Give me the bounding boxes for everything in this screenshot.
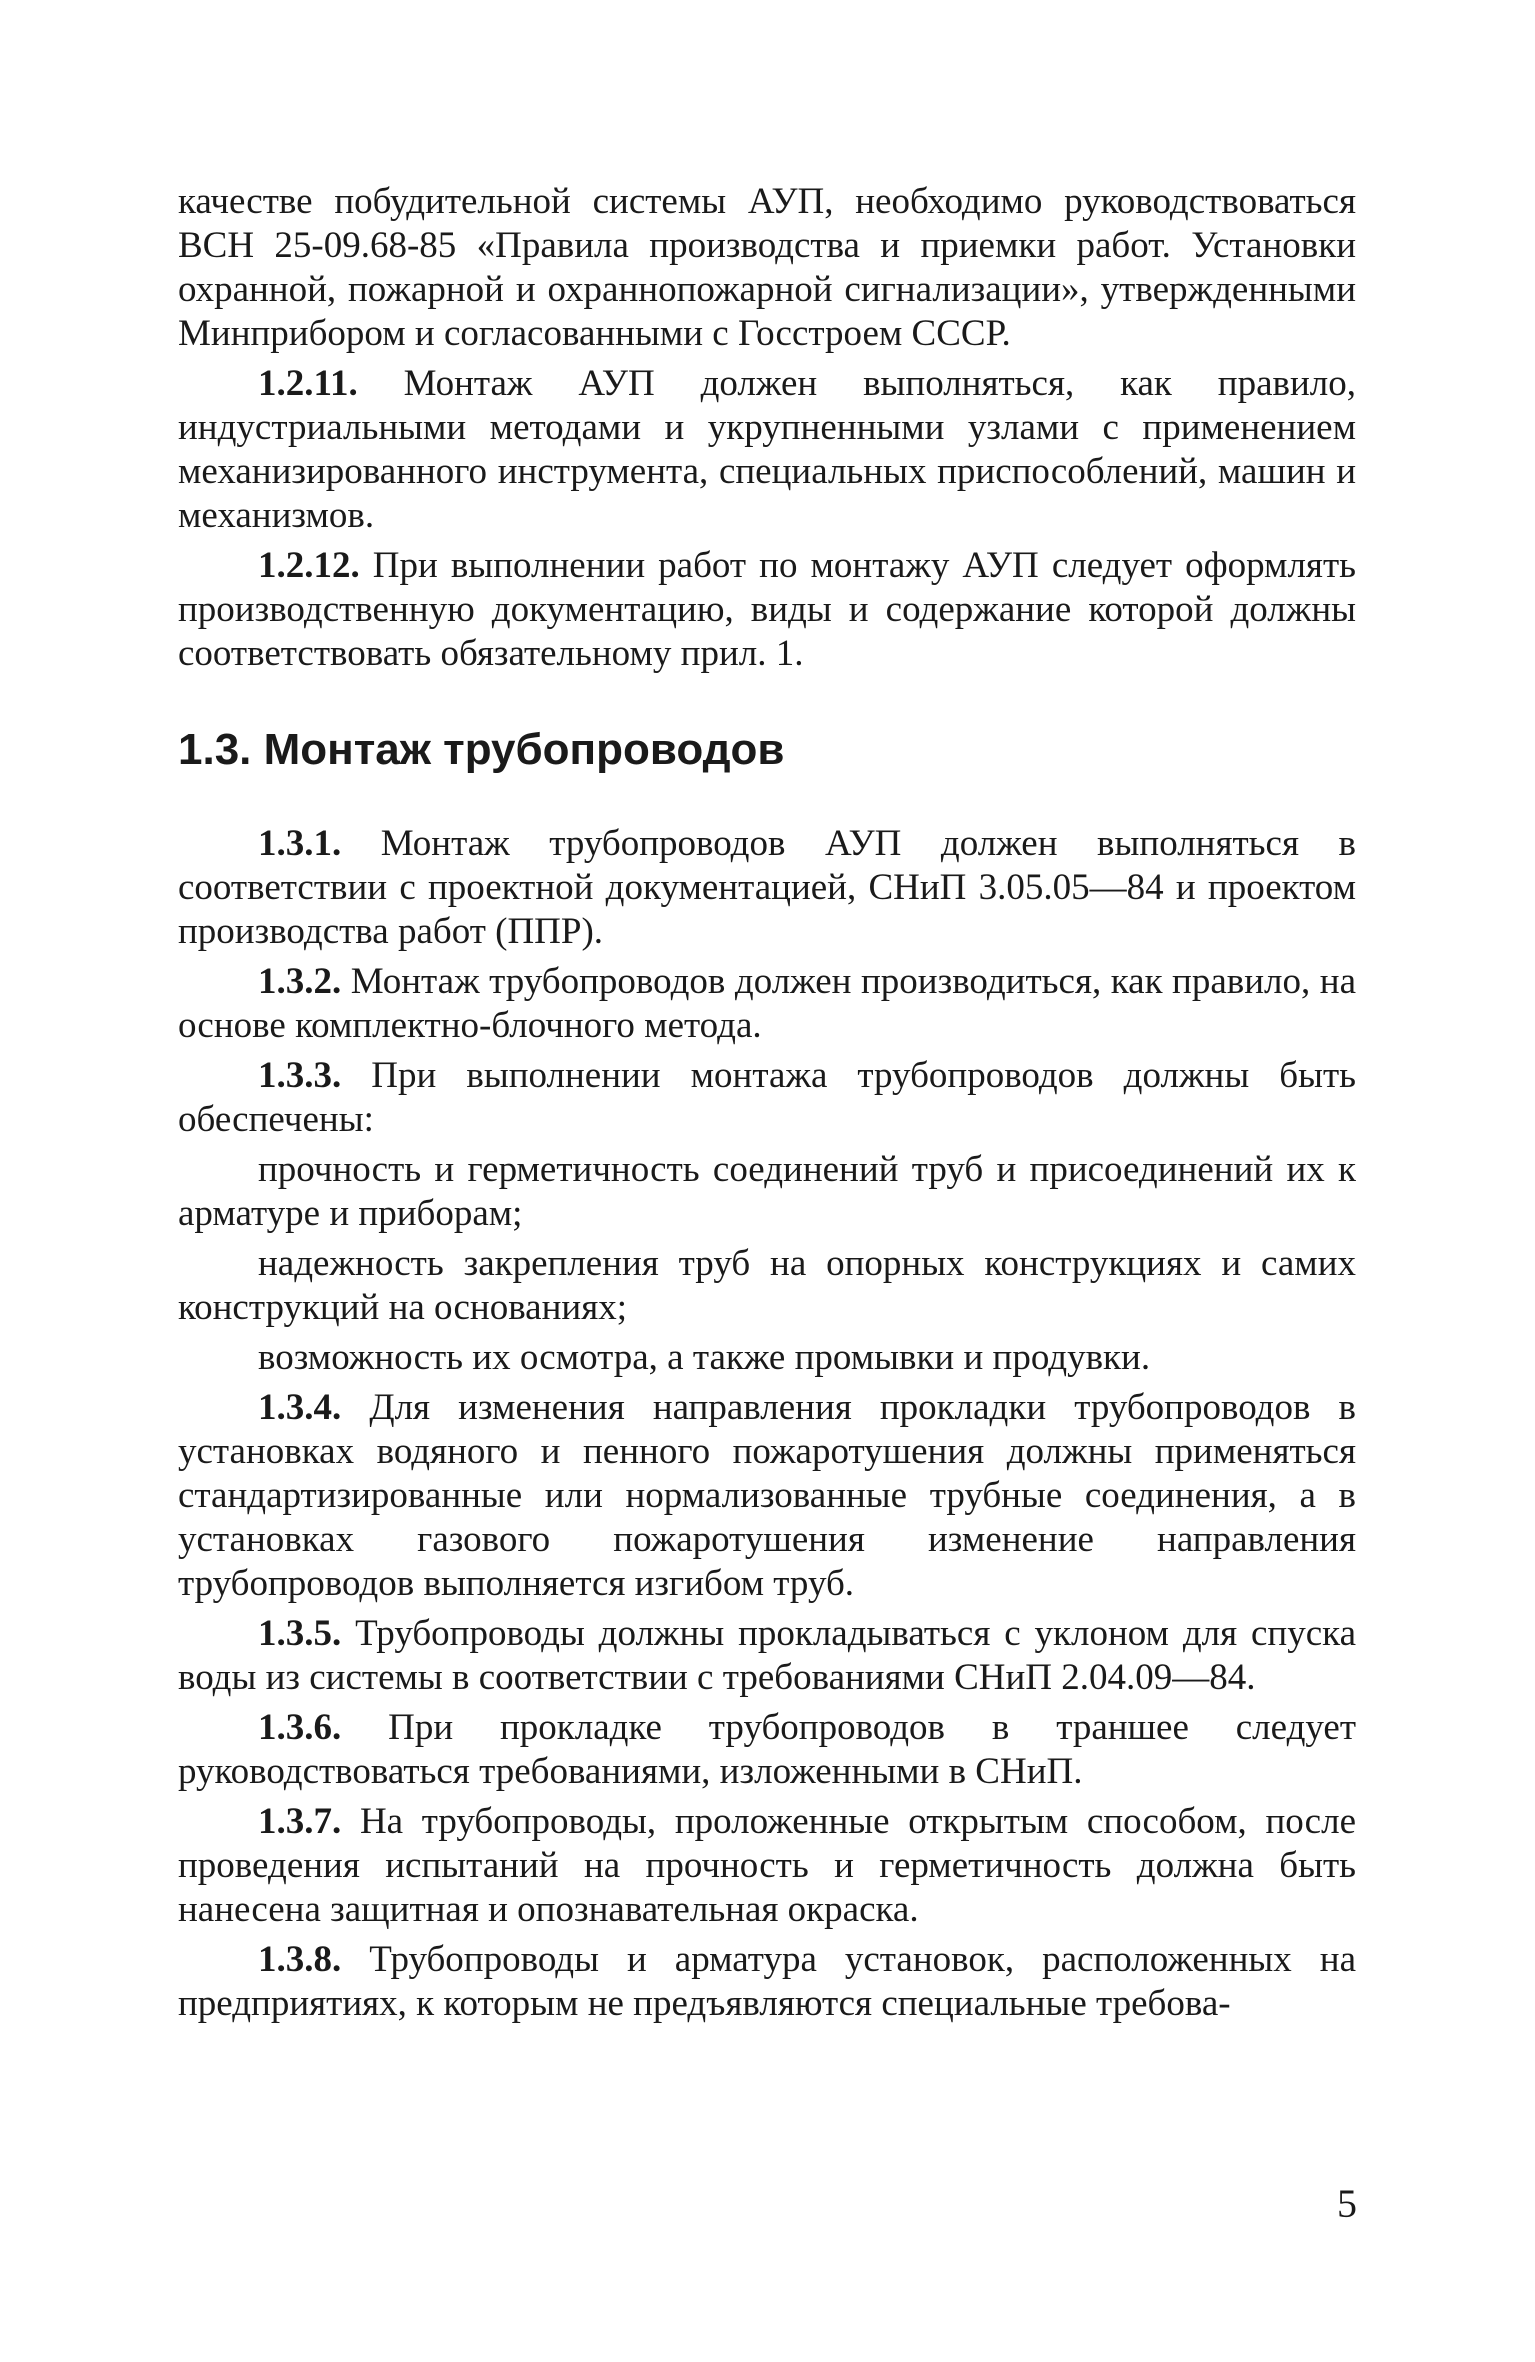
paragraph-text: Монтаж трубопроводов АУП должен выполняться в соответствии с проектной документацией, СНиП 3.05.05—84 и проектом производства работ (ППР). <box>178 823 1356 952</box>
paragraph-number: 1.2.11. <box>258 363 358 404</box>
paragraph-1-3-3 <box>178 1054 1356 1142</box>
paragraph-1-3-6 <box>178 1706 1356 1794</box>
paragraph-number: 1.3.2. <box>258 961 342 1002</box>
paragraph-text: При выполнении работ по монтажу АУП следует оформлять производственную документацию, виды и содержание которой должны соответствовать обязательному прил. 1. <box>178 545 1356 674</box>
paragraph-text: Монтаж АУП должен выполняться, как правило, индустриальными методами и укрупненными узлами с применением механизированного инструмента, специальных приспособлений, машин и механизмов. <box>178 363 1356 536</box>
document-page <box>178 180 1356 2032</box>
intro-paragraph: качестве побудительной системы АУП, необходимо руководствоваться ВСН 25-09.68-85 «Правила производства и приемки работ. Установки охранной, пожарной и охраннопожарной сигнализации», утвержденными Минприбором и согласованными с Госстроем СССР. <box>178 181 1356 354</box>
paragraph-1-3-2 <box>178 960 1356 1048</box>
paragraph-1-3-4 <box>178 1386 1356 1606</box>
paragraph-number: 1.3.8. <box>258 1939 342 1980</box>
paragraph-number: 1.3.1. <box>258 823 342 864</box>
list-item: возможность их осмотра, а также промывки и продувки. <box>258 1337 1151 1378</box>
paragraph-number: 1.3.5. <box>258 1613 342 1654</box>
paragraph-text: На трубопроводы, проложенные открытым способом, после проведения испытаний на прочность и герметичность должна быть нанесена защитная и опознавательная окраска. <box>178 1801 1356 1930</box>
list-item: прочность и герметичность соединений труб и присоединений их к арматуре и приборам; <box>178 1149 1356 1234</box>
paragraph-number: 1.3.6. <box>258 1707 342 1748</box>
paragraph-number: 1.3.7. <box>258 1801 342 1842</box>
section-heading: 1.3. Монтаж трубопроводов <box>178 725 785 774</box>
paragraph-1-3-5 <box>178 1612 1356 1700</box>
list-item: надежность закрепления труб на опорных конструкциях и самих конструкций на основаниях; <box>178 1243 1356 1328</box>
paragraph-text: При выполнении монтажа трубопроводов должны быть обеспечены: <box>178 1055 1356 1140</box>
paragraph-1-2-11 <box>178 362 1356 538</box>
paragraph-1-3-1 <box>178 822 1356 954</box>
paragraph-1-3-7 <box>178 1800 1356 1932</box>
paragraph-1-3-8 <box>178 1938 1356 2026</box>
paragraph-1-2-12 <box>178 544 1356 676</box>
paragraph-text: Для изменения направления прокладки трубопроводов в установках водяного и пенного пожаротушения должны применяться стандартизированные или нормализованные трубные соединения, а в установках газового пожаротушения изменение направления трубопроводов выполняется изгибом труб. <box>178 1387 1356 1604</box>
paragraph-number: 1.3.4. <box>258 1387 342 1428</box>
paragraph-text: Монтаж трубопроводов должен производиться, как правило, на основе комплектно-блочного метода. <box>178 961 1356 1046</box>
paragraph-number: 1.2.12. <box>258 545 360 586</box>
page-number: 5 <box>1337 2181 1357 2226</box>
paragraph-number: 1.3.3. <box>258 1055 342 1096</box>
paragraph-text: При прокладке трубопроводов в траншее следует руководствоваться требованиями, изложенными в СНиП. <box>178 1707 1356 1792</box>
paragraph-text: Трубопроводы должны прокладываться с уклоном для спуска воды из системы в соответствии с требованиями СНиП 2.04.09—84. <box>178 1613 1356 1698</box>
paragraph-text: Трубопроводы и арматура установок, расположенных на предприятиях, к которым не предъявляются специальные требова- <box>178 1939 1356 2024</box>
